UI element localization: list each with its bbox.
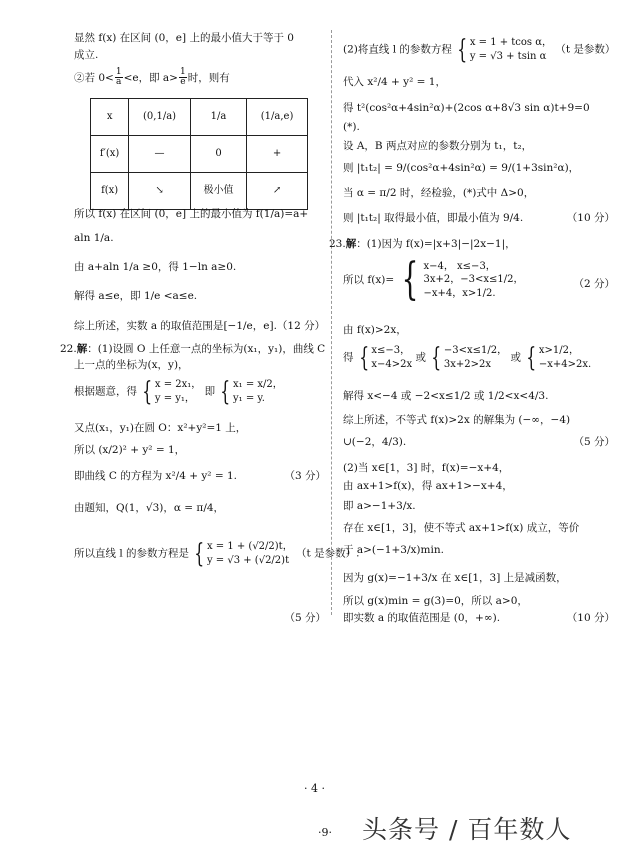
text-line [74, 68, 230, 88]
table-cell: f(x) [91, 173, 129, 210]
text-line: 则 |t₁t₂| = 9/(cos²α+4sin²α) = 9/(1+3sin²α)， [343, 162, 580, 174]
score: （10 分） [566, 212, 615, 224]
text-line [343, 436, 615, 449]
fraction [115, 68, 123, 88]
text-span: 根据题意，得 [74, 385, 137, 398]
text-span: [−1/e，e]. [223, 320, 277, 332]
text-line [74, 378, 283, 405]
text-line: 因为 g(x)=−1+3/x 在 x∈[1，3] 上是减函数， [343, 572, 567, 584]
numerator: 1 [115, 67, 122, 77]
text-span: 所以 f(x)= [343, 274, 395, 286]
solution-label: 解 [76, 343, 88, 355]
text-line: 由题知，Q(1，√3)，α = π/4， [74, 502, 225, 514]
table-row [91, 136, 308, 173]
equation: x≤−3， [371, 345, 411, 356]
equation-system [233, 378, 283, 405]
text-line: 所以 g(x)min = g(3)=0，所以 a>0， [343, 595, 528, 607]
equation-system [539, 344, 591, 371]
text-span: ：(1)因为 f(x)=|x+3|−|2x−1|， [356, 238, 516, 250]
numerator: 1 [179, 67, 186, 77]
text-span: <e，即 a> [123, 71, 178, 84]
text-line [74, 540, 359, 567]
text-span: ②若 0< [74, 71, 114, 84]
table-cell: 0 [190, 136, 246, 173]
text-line: 设 A，B 两点对应的参数分别为 t₁，t₂， [343, 140, 533, 152]
text-span: 所以直线 l 的参数方程是 [74, 547, 190, 560]
text-line: 所以 (x/2)² + y² = 1， [74, 444, 186, 456]
text-line [74, 470, 326, 483]
table-row [91, 99, 308, 136]
text-line: (*). [343, 121, 360, 133]
table-cell: 1/a [190, 99, 246, 136]
table-cell: + [247, 136, 308, 173]
equation-system [155, 378, 201, 405]
text-line: 综上所述，不等式 f(x)>2x 的解集为 (−∞，−4) [343, 414, 571, 426]
equation: y = √3 + tsin α [469, 50, 547, 62]
text-span: 或 [415, 351, 426, 364]
text-line: aln 1/a. [74, 232, 114, 244]
equation: x = 1 + (√2/2)t， [206, 541, 293, 552]
column-divider [331, 30, 332, 615]
equation-system [444, 344, 507, 371]
score: （2 分） [573, 278, 615, 290]
text-line: 上一点的坐标为(x，y)， [74, 359, 189, 371]
text-line: 当 α = π/2 时，经检验，(*)式中 Δ>0， [343, 187, 535, 199]
text-span: 或 [510, 351, 521, 364]
text-line: 由 f(x)>2x， [343, 324, 407, 336]
monotonicity-table [90, 98, 308, 210]
table-cell: (1/a,e) [247, 99, 308, 136]
text-line: 由 a+aln 1/a ≥0，得 1−ln a≥0. [74, 261, 237, 273]
text-line [74, 208, 308, 221]
text-span: （t 是参数）. [296, 547, 360, 560]
equation-system [207, 540, 293, 567]
problem-22-heading [60, 343, 325, 356]
denominator: e [180, 77, 186, 88]
text-line: 成立. [74, 49, 99, 61]
table-cell: ↘ [129, 173, 191, 210]
equation-system [470, 36, 552, 63]
equation: −x+4>2x. [538, 358, 592, 370]
score: （10 分） [566, 612, 615, 624]
text-span: 得 [343, 351, 354, 364]
problem-number: 23. [329, 238, 346, 250]
text-line [343, 612, 615, 625]
equation: y = √3 + (√2/2)t [206, 554, 290, 566]
text-line [343, 344, 591, 371]
text-line: 代入 x²/4 + y² = 1， [343, 76, 446, 88]
text-span: (2)将直线 l 的参数方程 [343, 43, 452, 56]
text-span: 时，则有 [187, 71, 230, 84]
brace-glyph: { [402, 254, 419, 305]
table-cell: — [129, 136, 191, 173]
score: （3 分） [284, 470, 326, 482]
sheet-number: ·9· [318, 826, 332, 839]
text-line: 得 t²(cos²α+4sin²α)+(2cos α+8√3 sin α)t+9=0 [343, 102, 590, 114]
equation: x>1/2， [538, 345, 579, 356]
text-line: 即 a>−1+3/x. [343, 500, 416, 512]
equation: x = 2x₁， [154, 379, 202, 390]
text-line: 由 ax+1>f(x)，得 ax+1>−x+4， [343, 480, 513, 492]
table-cell: (0,1/a) [129, 99, 191, 136]
text-line: 解得 a≤e，即 1/e <a≤e. [74, 290, 198, 302]
equation: −x+4，x>1/2. [423, 287, 496, 299]
fraction [179, 68, 187, 88]
text-line: 显然 f(x) 在区间 (0，e] 上的最小值大于等于 0 [74, 32, 294, 44]
table-cell: ↗ [247, 173, 308, 210]
brace-glyph: { [220, 376, 231, 407]
score: （5 分） [573, 436, 615, 448]
text-line: 于 a>(−1+3/x)min. [343, 544, 444, 556]
table-row [91, 173, 308, 210]
text-span: （t 是参数） [555, 43, 616, 56]
text-span: ∪(−2，4/3). [343, 436, 407, 448]
brace-glyph: { [142, 376, 153, 407]
text-span: 即实数 a 的取值范围是 (0，+∞). [343, 612, 501, 624]
table-cell: x [91, 99, 129, 136]
text-line [343, 36, 615, 63]
text-span: (1/a) [259, 208, 285, 220]
page-number: · 4 · [304, 782, 325, 795]
denominator: a [116, 77, 122, 88]
brace-glyph: { [431, 342, 442, 373]
text-line [343, 212, 615, 225]
equation: x−4>2x [371, 358, 413, 370]
equation: x = 1 + tcos α， [469, 37, 552, 48]
text-line: 又点(x₁，y₁)在圆 O：x²+y²=1 上， [74, 422, 247, 434]
brace-glyph: { [194, 538, 205, 569]
solution-label: 解 [345, 238, 357, 250]
equation: y₁ = y. [233, 392, 265, 404]
text-line: 存在 x∈[1，3]，使不等式 ax+1>f(x) 成立，等价 [343, 522, 580, 534]
text-line: 解得 x<−4 或 −2<x≤1/2 或 1/2<x<4/3. [343, 390, 549, 402]
score: （12 分） [276, 320, 326, 332]
equation: x₁ = x/2， [233, 379, 283, 390]
equation: y = y₁， [154, 392, 195, 404]
brace-glyph: { [526, 342, 537, 373]
equation: 3x+2>2x [443, 358, 492, 370]
watermark: 头条号 / 百年数人 [362, 815, 572, 844]
text-line [343, 254, 615, 305]
problem-number: 22. [60, 343, 77, 355]
text-line: (2)当 x∈[1，3] 时，f(x)=−x+4， [343, 462, 510, 474]
score: （5 分） [284, 612, 326, 624]
brace-glyph: { [359, 342, 370, 373]
text-span: 即 [204, 385, 216, 398]
text-span: 综上所述，实数 a 的取值范围是 [74, 320, 224, 332]
text-span: =a+ [284, 208, 309, 220]
brace-glyph: { [457, 34, 468, 65]
text-span: 即曲线 C 的方程为 x²/4 + y² = 1. [74, 470, 238, 482]
equation: 3x+2，−3<x≤1/2， [423, 274, 524, 286]
table-cell: 极小值 [190, 173, 246, 210]
text-span: 则 |t₁t₂| 取得最小值，即最小值为 9/4. [343, 212, 524, 224]
text-line [74, 320, 326, 333]
text-span: ：(1)设圆 O 上任意一点的坐标为(x₁，y₁)，曲线 C [87, 343, 326, 355]
equation: −3<x≤1/2， [443, 345, 508, 356]
equation-system [423, 260, 523, 301]
problem-23-heading [329, 238, 516, 251]
table-cell: f′(x) [91, 136, 129, 173]
text-span: 所以 f(x) 在区间 (0，e] 上的最小值为 f [74, 208, 260, 220]
equation: x−4， x≤−3， [423, 260, 496, 272]
equation-system [371, 344, 412, 371]
